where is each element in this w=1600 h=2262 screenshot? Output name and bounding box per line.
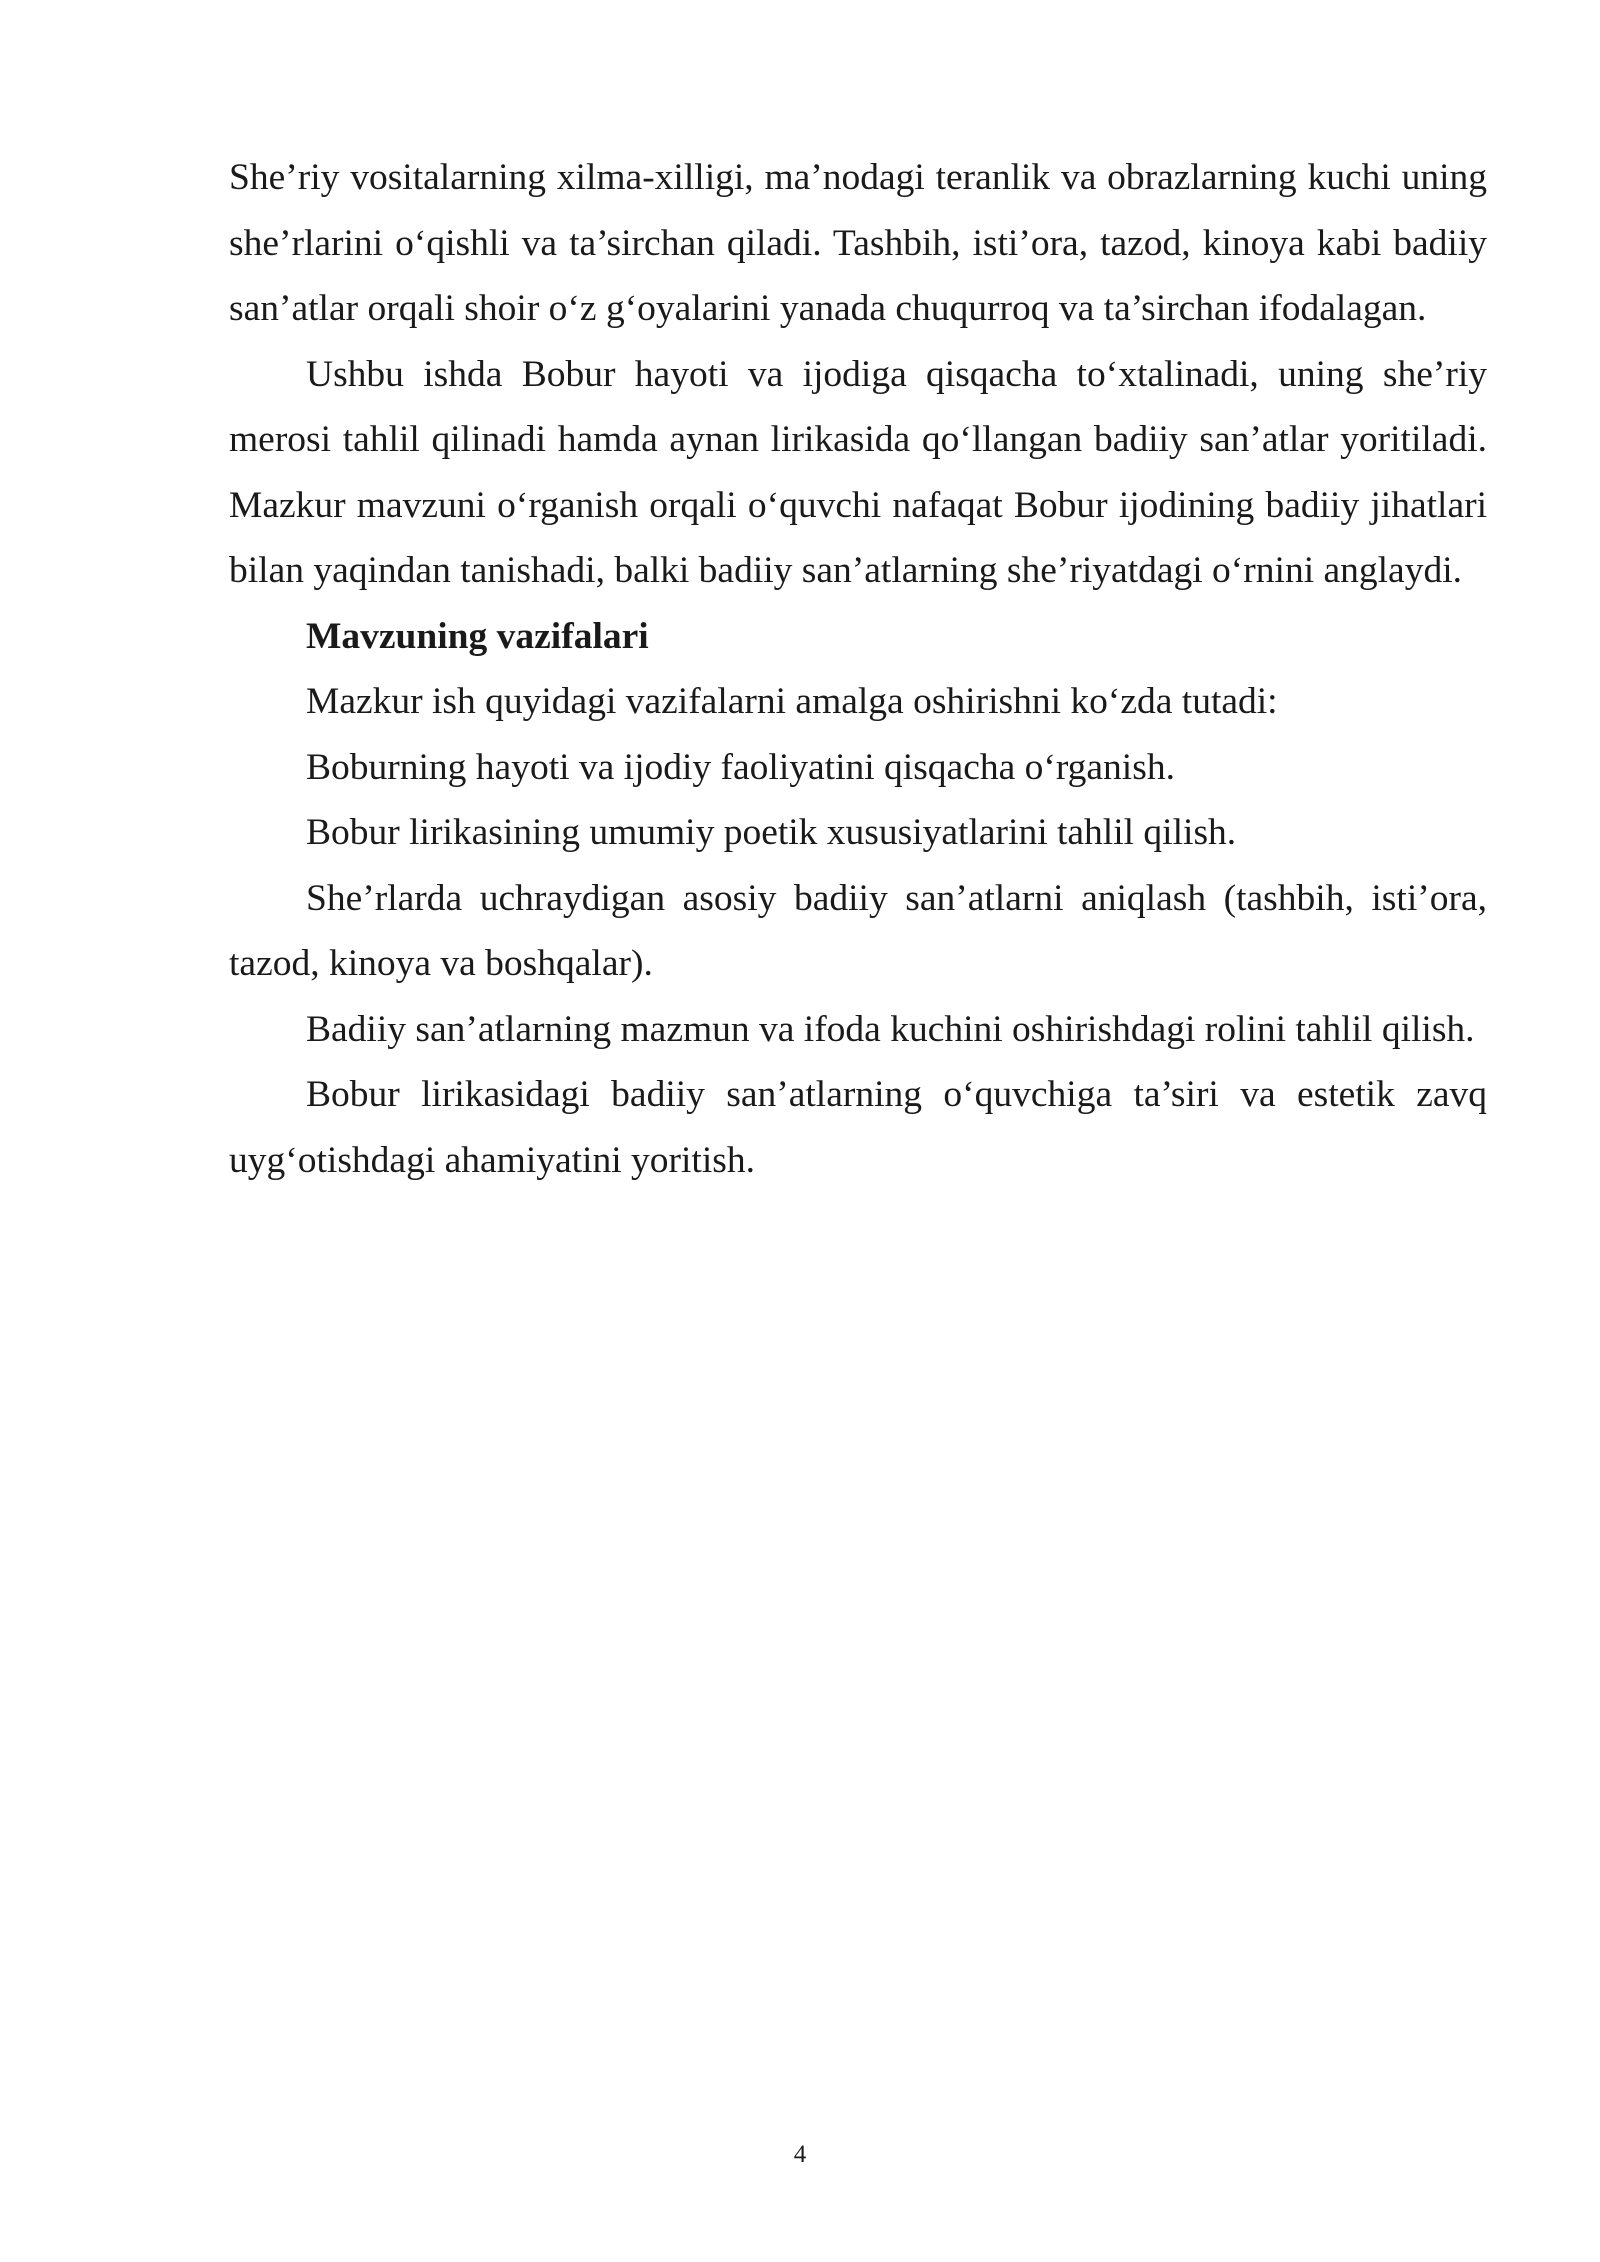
section-intro: Mazkur ish quyidagi vazifalarni amalga oshirishni ko‘zda tutadi:: [306, 681, 1278, 722]
task-item: Bobur lirikasidagi badiiy san’atlarning o‘quvchiga ta’siri va estetik zavq uyg‘otishdagi ahamiyatini yoritish.: [229, 1074, 1487, 1181]
paragraph-2: Ushbu ishda Bobur hayoti va ijodiga qisqacha to‘xtalinadi, uning she’riy merosi tahlil qilinadi hamda aynan lirikasida qo‘llangan badiiy san’atlar yoritiladi. Mazkur mavzuni o‘rganish orqali o‘quvchi nafaqat Bobur ijodining badiiy jihatlari bilan yaqindan tanishadi, balki badiiy san’atlarning she’riyatdagi o‘rnini anglaydi.: [229, 353, 1487, 591]
task-item: Badiiy san’atlarning mazmun va ifoda kuchini oshirishdagi rolini tahlil qilish.: [306, 1008, 1475, 1050]
paragraph-1: She’riy vositalarning xilma-xilligi, ma’nodagi teranlik va obrazlarning kuchi uning she’rlarini o‘qishli va ta’sirchan qiladi. Tashbih, isti’ora, tazod, kinoya kabi badiiy san’atlar orqali shoir o‘z g‘oyalarini yanada chuqurroq va ta’sirchan ifodalagan.: [229, 157, 1487, 329]
task-item: She’rlarda uchraydigan asosiy badiiy san’atlarni aniqlash (tashbih, isti’ora, tazod, kinoya va boshqalar).: [229, 877, 1487, 984]
task-item: Boburning hayoti va ijodiy faoliyatini qisqacha o‘rganish.: [306, 746, 1175, 788]
page-body: [229, 145, 1487, 1193]
task-item: Bobur lirikasining umumiy poetik xususiyatlarini tahlil qilish.: [306, 812, 1237, 853]
page-number: 4: [793, 2141, 807, 2168]
section-heading: Mavzuning vazifalari: [306, 615, 649, 657]
